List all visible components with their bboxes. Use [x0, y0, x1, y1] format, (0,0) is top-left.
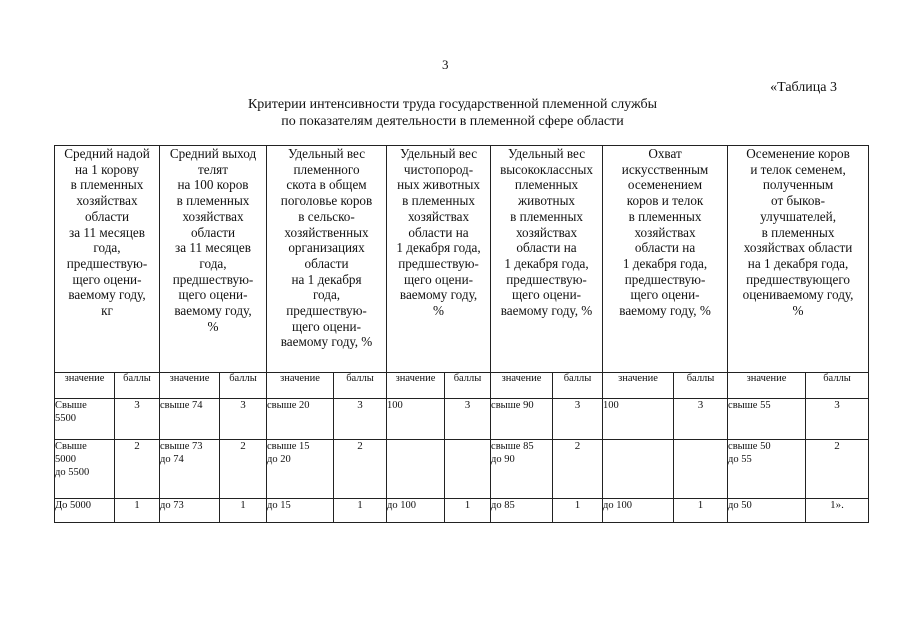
value-cell: до 50: [728, 499, 806, 523]
subheader-score: баллы: [334, 373, 387, 399]
column-header-text: Охват искусственным осеменением коров и телок в племенных хозяйствах области на 1 декабря года, предшествую- щего оцени- ваемому году, %: [619, 146, 711, 319]
subheader-value: значение: [55, 373, 115, 399]
column-header: [160, 146, 267, 373]
score-cell: 2: [334, 440, 387, 499]
score-cell: 2: [806, 440, 869, 499]
value-cell: свыше 15 до 20: [267, 440, 334, 499]
score-cell: 1: [445, 499, 491, 523]
score-cell: 2: [220, 440, 267, 499]
value-cell: 100: [603, 399, 674, 440]
header-row: [55, 146, 869, 373]
subheader-score: баллы: [806, 373, 869, 399]
column-header-text: Удельный вес высококлассных племенных животных в племенных хозяйствах области на 1 декабря года, предшествую- щего оцени- ваемому году, %: [500, 146, 593, 319]
score-cell: 1: [674, 499, 728, 523]
score-cell: [445, 440, 491, 499]
score-cell: 1: [334, 499, 387, 523]
score-cell: 3: [334, 399, 387, 440]
value-cell: [387, 440, 445, 499]
value-cell: свыше 85 до 90: [491, 440, 553, 499]
subheader-score: баллы: [220, 373, 267, 399]
subheader-row: [55, 373, 869, 399]
subheader-value: значение: [160, 373, 220, 399]
score-cell: 2: [115, 440, 160, 499]
score-cell: 1: [220, 499, 267, 523]
score-cell: 1: [115, 499, 160, 523]
column-header: [55, 146, 160, 373]
value-cell: 100: [387, 399, 445, 440]
score-cell: 1: [553, 499, 603, 523]
subheader-score: баллы: [445, 373, 491, 399]
value-cell: свыше 55: [728, 399, 806, 440]
column-header: [387, 146, 491, 373]
score-cell: 3: [220, 399, 267, 440]
page-number: 3: [442, 57, 449, 72]
title-line-1: Критерии интенсивности труда государственной племенной службы: [247, 97, 658, 112]
table-row: [55, 499, 869, 523]
value-cell: свыше 74: [160, 399, 220, 440]
subheader-value: значение: [491, 373, 553, 399]
score-cell: 3: [115, 399, 160, 440]
value-cell: до 100: [387, 499, 445, 523]
score-cell: 2: [553, 440, 603, 499]
table-row: [55, 399, 869, 440]
value-cell: Свыше 5000 до 5500: [55, 440, 115, 499]
subheader-score: баллы: [553, 373, 603, 399]
column-header-text: Удельный вес племенного скота в общем поголовье коров в сельско- хозяйственных организациях области на 1 декабря года, предшествую- щего оцени- ваемому году, %: [280, 146, 373, 350]
table-row: [55, 440, 869, 499]
score-cell: [674, 440, 728, 499]
column-header: [267, 146, 387, 373]
value-cell: свыше 50 до 55: [728, 440, 806, 499]
value-cell: [603, 440, 674, 499]
value-cell: До 5000: [55, 499, 115, 523]
value-cell: свыше 73 до 74: [160, 440, 220, 499]
title-line-2: по показателям деятельности в племенной сфере области: [281, 114, 624, 129]
value-cell: до 85: [491, 499, 553, 523]
score-cell: 3: [674, 399, 728, 440]
value-cell: Свыше 5500: [55, 399, 115, 440]
column-header: [603, 146, 728, 373]
column-header-text: Средний надой на 1 корову в племенных хозяйствах области за 11 месяцев года, предшествую- щего оцени- ваемому году, кг: [64, 146, 150, 319]
column-header: [491, 146, 603, 373]
value-cell: свыше 20: [267, 399, 334, 440]
subheader-score: баллы: [115, 373, 160, 399]
subheader-value: значение: [267, 373, 334, 399]
table-reference: «Таблица 3: [770, 80, 837, 95]
subheader-value: значение: [387, 373, 445, 399]
value-cell: до 73: [160, 499, 220, 523]
score-cell: 3: [806, 399, 869, 440]
column-header-text: Удельный вес чистопород- ных животных в племенных хозяйствах области на 1 декабря года, предшествую- щего оцени- ваемому году, %: [396, 146, 481, 319]
score-cell: 1».: [806, 499, 869, 523]
table-title: [0, 96, 905, 130]
value-cell: до 15: [267, 499, 334, 523]
subheader-value: значение: [603, 373, 674, 399]
subheader-score: баллы: [674, 373, 728, 399]
value-cell: свыше 90: [491, 399, 553, 440]
score-cell: 3: [553, 399, 603, 440]
score-cell: 3: [445, 399, 491, 440]
column-header-text: Средний выход телят на 100 коров в племенных хозяйствах области за 11 месяцев года, предшествую- щего оцени- ваемому году, %: [169, 146, 257, 334]
subheader-value: значение: [728, 373, 806, 399]
column-header: [728, 146, 869, 373]
column-header-text: Осеменение коров и телок семенем, полученным от быков- улучшателей, в племенных хозяйствах области на 1 декабря года, предшествующего оцениваемому году, %: [742, 146, 854, 319]
criteria-table: [54, 145, 869, 523]
value-cell: до 100: [603, 499, 674, 523]
